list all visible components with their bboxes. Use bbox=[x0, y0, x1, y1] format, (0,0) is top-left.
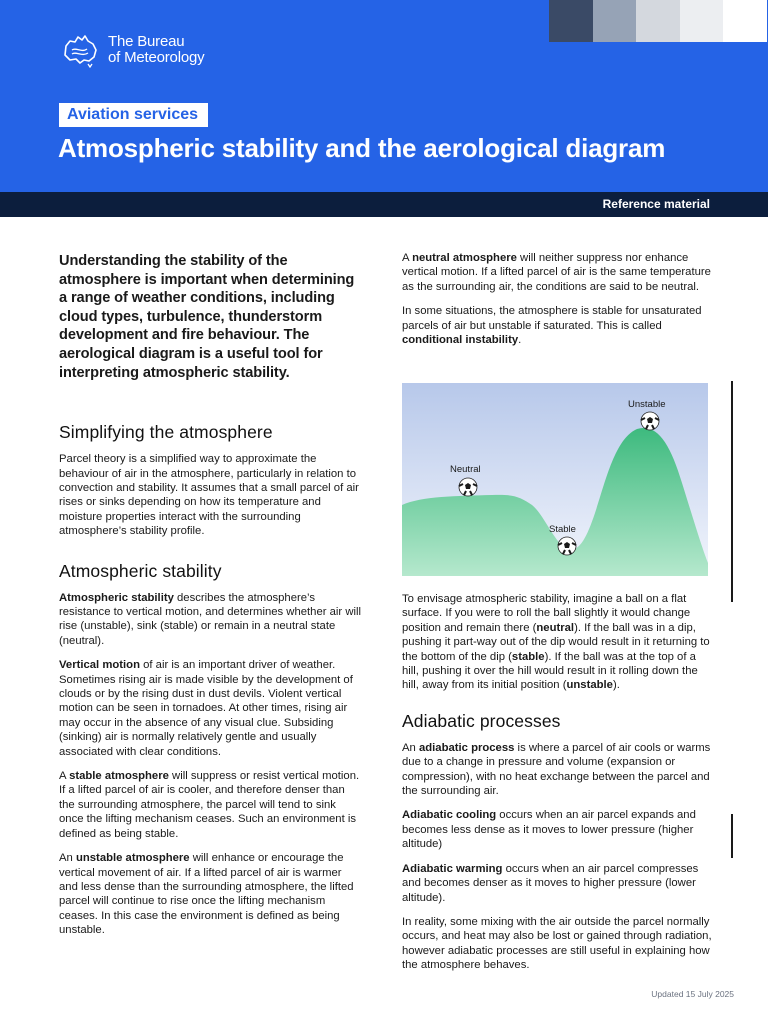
text-neutral-atmosphere: will neither suppress nor enhance vertical motion. If a lifted parcel of air is the same temperature as the surrounding air, the conditions are said to be neutral. bbox=[402, 252, 711, 293]
logo-wordmark bbox=[108, 34, 204, 66]
swatch-2 bbox=[593, 0, 637, 42]
swatch-5 bbox=[723, 0, 767, 42]
term-adiabatic-process: adiabatic process bbox=[418, 741, 515, 754]
paragraph-parcel-theory: Parcel theory is a simplified way to approximate the behaviour of air in the atmosphere, particularly in relation to convection and stability. It assumes that a small parcel of air rises or sinks depending on how its temperature and moisture properties interact with the surrounding atmosphere’s stability profile. bbox=[59, 453, 359, 538]
term-conditional-instability: conditional instability bbox=[402, 334, 519, 347]
australia-map-icon bbox=[60, 32, 100, 68]
page-header bbox=[0, 0, 768, 192]
swatch-4 bbox=[680, 0, 724, 42]
paragraph-stable-atmosphere bbox=[59, 769, 361, 841]
paragraph-adiabatic-cooling bbox=[402, 808, 712, 851]
section-badge: Aviation services bbox=[59, 103, 208, 127]
term-neutral-atmosphere: neutral atmosphere bbox=[412, 252, 517, 264]
logo-line-2: of Meteorology bbox=[108, 49, 205, 66]
paragraph-vertical-motion bbox=[59, 658, 361, 759]
left-column bbox=[59, 252, 361, 938]
text-adiabatic-process: is where a parcel of air cools or warms due to a change in pressure and volume (expansion or compression), with no heat exchange between the parcel and the surrounding air. bbox=[402, 741, 711, 798]
text-unstable-atmosphere: will enhance or encourage the vertical movement of air. If a lifted parcel of air is warmer and less dense than the surrounding atmosphere, the lifted parcel will continue to rise once the lifting mechanism ceases. In this case the environment is defined as being unstable. bbox=[59, 852, 354, 937]
text-adiabatic-cooling: occurs when an air parcel expands and becomes less dense as it moves to lower pressure (higher altitude) bbox=[402, 809, 696, 851]
text-ball-1: To envisage atmospheric stability, imagine a ball on a flat surface. If you were to roll the ball slightly it would change position and remain there ( bbox=[402, 593, 691, 634]
ball-neutral bbox=[459, 478, 477, 496]
text-conditional-pre: In some situations, the atmosphere is stable for unsaturated parcels of air but unstable if saturated. This is called bbox=[402, 305, 702, 332]
text-adia-pre: An bbox=[402, 741, 419, 754]
term-adiabatic-warming: Adiabatic warming bbox=[402, 862, 503, 875]
color-swatch-strip bbox=[549, 0, 767, 42]
term-stable-atmosphere: stable atmosphere bbox=[69, 770, 169, 783]
paragraph-reality: In reality, some mixing with the air outside the parcel normally occurs, and heat may also be lost or gained through radiation, however adiabatic processes are still useful in explaining how the atmosphere behaves. bbox=[402, 915, 712, 972]
paragraph-neutral-atmosphere bbox=[402, 251, 712, 294]
text-ball-2: ). If the ball was in a dip, pushing it part-way out of the dip would result in it returning to the bottom of the dip ( bbox=[402, 621, 710, 663]
bureau-logo[interactable] bbox=[60, 32, 204, 68]
intro-paragraph: Understanding the stability of the atmosphere is important when determining a range of weather conditions, including cloud types, turbulence, thunderstorm development and fire behaviour. The aerological diagram is a useful tool for interpreting atmospheric stability. bbox=[59, 253, 355, 381]
ball-stable bbox=[558, 537, 576, 555]
heading-simplifying: Simplifying the atmosphere bbox=[59, 422, 273, 443]
ball-unstable bbox=[641, 412, 659, 430]
side-rule-upper bbox=[731, 381, 733, 602]
right-column-top bbox=[402, 251, 712, 347]
heading-atmospheric-stability: Atmospheric stability bbox=[59, 560, 222, 581]
term-unstable-atmosphere: unstable atmosphere bbox=[75, 852, 190, 865]
diagram-label-stable: Stable bbox=[549, 524, 576, 535]
page-title: Atmospheric stability and the aerological diagram bbox=[58, 133, 666, 163]
stability-ball-diagram bbox=[402, 383, 708, 576]
diagram-label-unstable: Unstable bbox=[628, 399, 666, 410]
text-neutral-pre: A bbox=[402, 252, 413, 264]
paragraph-adiabatic-warming bbox=[402, 862, 712, 905]
heading-adiabatic-processes: Adiabatic processes bbox=[402, 710, 561, 731]
right-column-bottom bbox=[402, 592, 712, 973]
subheader-bar bbox=[0, 192, 768, 217]
paragraph-atmospheric-stability bbox=[59, 591, 361, 649]
term-neutral: neutral bbox=[536, 621, 575, 634]
text-adiabatic-warming: occurs when an air parcel compresses and becomes denser as it moves to higher pressure (lower altitude). bbox=[402, 862, 699, 904]
paragraph-adiabatic-process bbox=[402, 741, 712, 799]
logo-line-1: The Bureau bbox=[108, 33, 185, 50]
paragraph-unstable-atmosphere bbox=[59, 851, 361, 937]
updated-date: Updated 15 July 2025 bbox=[651, 989, 734, 999]
term-adiabatic-cooling: Adiabatic cooling bbox=[402, 809, 497, 822]
term-atmospheric-stability: Atmospheric stability bbox=[59, 591, 174, 604]
text-ball-4: ). bbox=[612, 679, 620, 692]
text-conditional-post: . bbox=[518, 334, 522, 347]
side-rule-lower bbox=[731, 814, 733, 858]
diagram-label-neutral: Neutral bbox=[450, 464, 481, 475]
reference-label: Reference material bbox=[602, 197, 710, 211]
text-unstable-pre: An bbox=[59, 852, 76, 865]
term-stable: stable bbox=[511, 650, 545, 663]
term-vertical-motion: Vertical motion bbox=[59, 659, 140, 672]
text-atmospheric-stability: describes the atmosphere’s resistance to vertical motion, and determines whether air will rise (unstable), sink (stable) or remain in a neutral state (neutral). bbox=[59, 591, 362, 647]
swatch-3 bbox=[636, 0, 680, 42]
term-unstable: unstable bbox=[566, 679, 613, 692]
text-stable-atmosphere: will suppress or resist vertical motion. If a lifted parcel of air is cooler, and therefore denser than the surrounding atmosphere, the parcel will tend to sink once the lifting mechanism ceases. Such an environment is defined as being stable. bbox=[59, 770, 360, 840]
text-stable-pre: A bbox=[59, 770, 70, 783]
paragraph-conditional-instability bbox=[402, 304, 712, 347]
text-vertical-motion: of air is an important driver of weather. Sometimes rising air is made visible by the development of clouds or by the rising dust in dust devils. Violent vertical motion can be seen in tornadoes. At other times, rising air may occur in the absence of any visual clue. Subsiding (sinking) air is normally relatively gentle and usually associated with clear conditions. bbox=[59, 659, 353, 758]
text-ball-3: ). If the ball was at the top of a hill, pushing it over the hill would result in it rolling down the hill, away from its initial position ( bbox=[402, 650, 698, 692]
paragraph-ball-analogy bbox=[402, 592, 712, 693]
swatch-1 bbox=[549, 0, 593, 42]
